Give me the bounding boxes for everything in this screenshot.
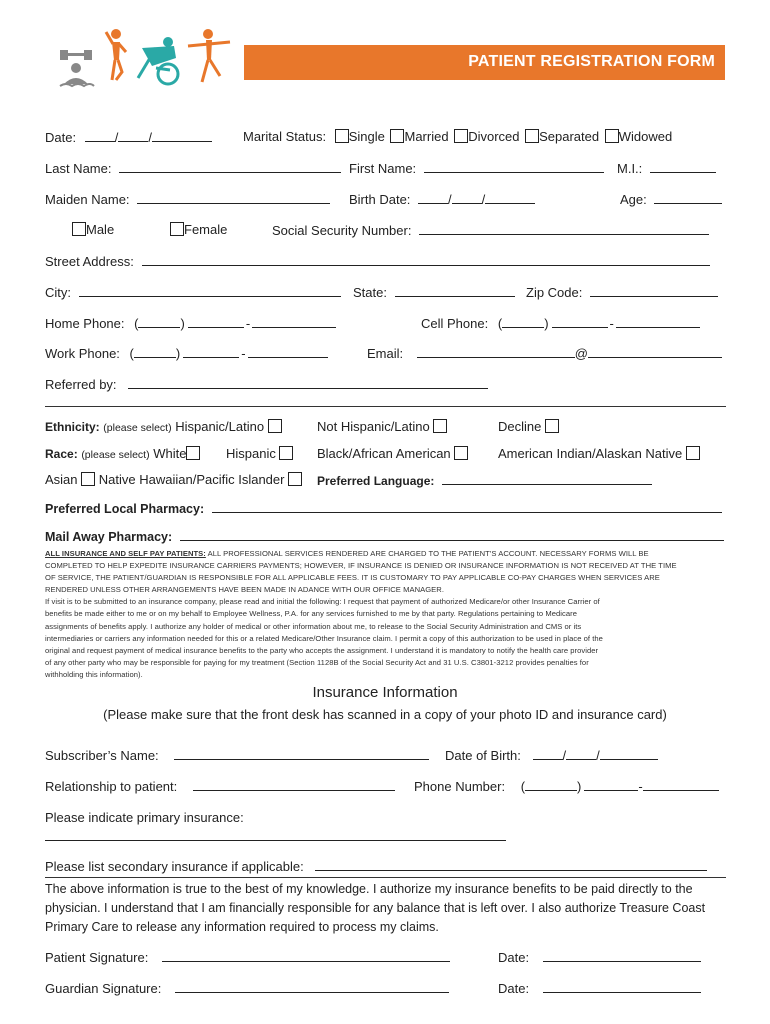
- dash: -: [638, 779, 643, 794]
- guardian-date-label: Date:: [498, 981, 530, 996]
- date-label: Date:: [45, 130, 77, 145]
- black-label: Black/African American: [317, 446, 451, 461]
- male-label: Male: [86, 222, 115, 237]
- subscriber-label: Subscriber’s Name:: [45, 748, 159, 763]
- birth-date-label: Birth Date:: [349, 192, 411, 207]
- paren-close: ): [175, 346, 181, 361]
- not-hispanic-label: Not Hispanic/Latino: [317, 419, 430, 434]
- asian-label: Asian: [45, 472, 78, 487]
- patient-signature-label: Patient Signature:: [45, 950, 149, 965]
- dob-label: Date of Birth:: [445, 748, 521, 763]
- insurance-title: Insurance Information: [312, 684, 458, 701]
- legal-line: assignments of benefits apply. I authorize any holder of medical or other information about me, to release to the Social Security Administration and CMS or its: [45, 621, 582, 631]
- relationship-field[interactable]: [193, 778, 395, 791]
- marital-label: Marital Status:: [243, 129, 327, 144]
- secondary-label: Please list secondary insurance if applicable:: [45, 859, 304, 874]
- zip-label: Zip Code:: [526, 285, 583, 300]
- guardian-signature-field[interactable]: [175, 980, 449, 993]
- divorced-checkbox[interactable]: [454, 129, 468, 143]
- language-label: Preferred Language:: [317, 474, 435, 488]
- hispanic-label: Hispanic: [226, 446, 276, 461]
- hispanic-latino-checkbox[interactable]: [268, 419, 282, 433]
- dash: -: [609, 316, 614, 331]
- american-indian-label: American Indian/Alaskan Native: [498, 446, 683, 461]
- white-checkbox[interactable]: [186, 446, 200, 460]
- home-phone-row: [45, 315, 336, 331]
- state-field[interactable]: [395, 284, 515, 297]
- mi-label: M.I.:: [617, 161, 643, 176]
- local-pharmacy-field[interactable]: [212, 500, 722, 513]
- date-slash: /: [148, 130, 152, 145]
- hispanic-option: [226, 446, 293, 461]
- legal-line: benefits be made either to me or on my behalf to Employee Wellness, P.A. for any services furnished to me by that party. Regulations pertaining to Medicare: [45, 609, 577, 619]
- date-slash: /: [114, 130, 119, 145]
- please-select: (please select): [103, 422, 172, 434]
- date-month-field[interactable]: [85, 129, 115, 142]
- please-select: (please select): [81, 449, 150, 461]
- work-line-field[interactable]: [248, 345, 328, 358]
- legal-line: intermediaries or carriers any information needed for this or a related Medicare/Other Insurance claim. I permit a copy of this authorization to be used in place of the: [45, 633, 603, 643]
- ssn-row: [272, 222, 709, 238]
- separated-checkbox[interactable]: [525, 129, 539, 143]
- paren-open: (: [129, 346, 134, 361]
- insurance-phone-row: [414, 778, 719, 794]
- dash: -: [245, 316, 251, 331]
- referred-row: [45, 376, 488, 392]
- female-checkbox[interactable]: [170, 222, 184, 236]
- local-pharmacy-row: [45, 500, 722, 516]
- married-label: Married: [404, 129, 449, 144]
- balance-icon: [188, 29, 230, 82]
- logo: [56, 28, 236, 88]
- state-label: State:: [353, 285, 387, 300]
- authorization-text: The above information is true to the best of my knowledge. I authorize my insurance benefits to be paid directly to the physician. I understand that I am financially responsible for any balance that is left over. I also authorize Treasure Coast Primary Care to release any information required to process my claims.: [45, 882, 706, 934]
- referred-field[interactable]: [128, 376, 488, 389]
- legal-line: OF SERVICE, THE PATIENT/GUARDIAN IS RESPONSIBLE FOR ALL APPLICABLE FEES. IT IS CUSTOMARY TO PAY APPLICABLE CO-PAY CHARGES WHEN SERVICES ARE: [45, 573, 660, 583]
- dob-slash: /: [596, 748, 600, 763]
- female-label: Female: [184, 222, 228, 237]
- state-row: [353, 284, 515, 300]
- dash: -: [241, 346, 246, 361]
- legal-line: ALL PROFESSIONAL SERVICES RENDERED ARE CHARGED TO THE PATIENT'S ACCOUNT. NECESSARY FORMS WILL BE: [207, 549, 649, 558]
- at-sign: @: [574, 346, 588, 361]
- legal-line: of any other party who may be responsible for paying for my treatment (Section 1128B of the Social Security Act and 31 U.S. C3801-3212 provides penalties for: [45, 657, 589, 667]
- referred-label: Referred by:: [45, 377, 117, 392]
- decline-label: Decline: [498, 419, 542, 434]
- first-name-row: [349, 160, 604, 176]
- cyclist-icon: [138, 37, 178, 84]
- birth-day-field[interactable]: [452, 191, 482, 204]
- language-field[interactable]: [442, 472, 652, 485]
- insurance-phone-label: Phone Number:: [414, 779, 506, 794]
- swimmer-icon: [60, 50, 94, 86]
- cell-line-field[interactable]: [616, 315, 700, 328]
- guardian-signature-label: Guardian Signature:: [45, 981, 162, 996]
- decline-option: [498, 419, 559, 434]
- widowed-checkbox[interactable]: [605, 129, 619, 143]
- secondary-field[interactable]: [315, 858, 707, 871]
- dob-month-field[interactable]: [533, 747, 563, 760]
- guardian-date-field[interactable]: [543, 980, 701, 993]
- relationship-label: Relationship to patient:: [45, 779, 178, 794]
- decline-checkbox[interactable]: [545, 419, 559, 433]
- male-checkbox[interactable]: [72, 222, 86, 236]
- mi-row: [617, 160, 716, 176]
- paren-close: ): [180, 316, 185, 331]
- american-indian-checkbox[interactable]: [686, 446, 700, 460]
- home-phone-label: Home Phone:: [45, 316, 125, 331]
- cell-phone-label: Cell Phone:: [421, 316, 489, 331]
- married-checkbox[interactable]: [390, 129, 404, 143]
- city-label: City:: [45, 285, 71, 300]
- widowed-label: Widowed: [618, 129, 673, 144]
- paren-close: ): [577, 779, 582, 794]
- local-pharmacy-label: Preferred Local Pharmacy:: [45, 502, 205, 516]
- insurance-subtitle: (Please make sure that the front desk has scanned in a copy of your photo ID and insurance card): [103, 707, 667, 722]
- birth-slash: /: [448, 192, 452, 207]
- mail-pharmacy-row: [45, 528, 724, 544]
- divider: [45, 877, 726, 878]
- mi-field[interactable]: [650, 160, 716, 173]
- maiden-name-row: [45, 191, 330, 207]
- dob-day-field[interactable]: [566, 747, 596, 760]
- birth-slash: /: [481, 192, 486, 207]
- age-row: [620, 191, 722, 207]
- last-name-row: [45, 160, 341, 176]
- zip-row: [526, 284, 718, 300]
- home-area-field[interactable]: [138, 315, 180, 328]
- mail-pharmacy-label: Mail Away Pharmacy:: [45, 530, 173, 544]
- email-label: Email:: [367, 346, 404, 361]
- legal-line: COMPLETED TO HELP EXPEDITE INSURANCE CARRIERS PAYMENTS; HOWEVER, IF INSURANCE IS DENIED OR INSURANCE INFORMATION IS NOT RECEIVED AT THE TIME: [45, 561, 677, 571]
- hispanic-latino-label: Hispanic/Latino: [175, 419, 265, 434]
- single-checkbox[interactable]: [335, 129, 349, 143]
- american-indian-option: [498, 446, 700, 461]
- email-row: [367, 345, 722, 361]
- age-field[interactable]: [654, 191, 722, 204]
- hawaiian-label: Native Hawaiian/Pacific Islander: [98, 472, 285, 487]
- city-row: [45, 284, 341, 300]
- legal-line: If visit is to be submitted to an insurance company, please read and initial the following: I request that payment of authorized Medicare/or other Insurance Carrier of: [45, 597, 600, 607]
- subscriber-field[interactable]: [174, 747, 429, 760]
- email-domain-field[interactable]: [588, 345, 722, 358]
- ins-line-field[interactable]: [643, 778, 719, 791]
- primary-insurance-label: Please indicate primary insurance:: [45, 810, 244, 825]
- dob-row: [445, 747, 658, 763]
- relationship-row: [45, 778, 395, 794]
- header-bar: [244, 45, 725, 80]
- subscriber-row: [45, 747, 429, 763]
- hawaiian-checkbox[interactable]: [288, 472, 302, 486]
- cell-phone-row: [421, 315, 700, 331]
- paren-open: (: [497, 316, 503, 331]
- patient-signature-row: [45, 949, 450, 965]
- patient-signature-field[interactable]: [162, 949, 450, 962]
- work-area-field[interactable]: [134, 345, 176, 358]
- guardian-signature-row: [45, 980, 449, 996]
- form-title: PATIENT REGISTRATION FORM: [468, 53, 715, 70]
- primary-insurance-field[interactable]: [45, 828, 506, 841]
- marital-status: [243, 129, 672, 144]
- legal-line: original and request payment of medical insurance benefits to the party who accepts the assignment. I understand it is mandatory to notify the health care provider: [45, 645, 599, 655]
- white-label: White: [153, 446, 187, 461]
- maiden-name-label: Maiden Name:: [45, 192, 130, 207]
- work-phone-label: Work Phone:: [45, 346, 120, 361]
- home-prefix-field[interactable]: [188, 315, 244, 328]
- gender-male: [72, 222, 114, 237]
- divider: [45, 406, 726, 407]
- first-name-field[interactable]: [424, 160, 604, 173]
- ins-prefix-field[interactable]: [584, 778, 638, 791]
- asian-row: [45, 472, 302, 487]
- paren-close: ): [544, 316, 549, 331]
- patient-date-label: Date:: [498, 950, 530, 965]
- email-user-field[interactable]: [417, 345, 575, 358]
- paren-open: (: [520, 779, 526, 794]
- last-name-field[interactable]: [119, 160, 341, 173]
- age-label: Age:: [620, 192, 647, 207]
- gender-female: [170, 222, 227, 237]
- ssn-label: Social Security Number:: [272, 223, 412, 238]
- cell-area-field[interactable]: [502, 315, 544, 328]
- birth-date-row: [349, 191, 535, 207]
- not-hispanic-option: [317, 419, 447, 434]
- ssn-field[interactable]: [419, 222, 709, 235]
- last-name-label: Last Name:: [45, 161, 112, 176]
- date-row: [45, 129, 212, 145]
- single-label: Single: [348, 129, 385, 144]
- cell-prefix-field[interactable]: [552, 315, 608, 328]
- asian-checkbox[interactable]: [81, 472, 95, 486]
- maiden-name-field[interactable]: [137, 191, 330, 204]
- home-line-field[interactable]: [252, 315, 336, 328]
- black-checkbox[interactable]: [454, 446, 468, 460]
- patient-date-field[interactable]: [543, 949, 701, 962]
- legal-heading: ALL INSURANCE AND SELF PAY PATIENTS:: [45, 549, 206, 558]
- date-day-field[interactable]: [118, 129, 148, 142]
- ins-area-field[interactable]: [525, 778, 577, 791]
- mail-pharmacy-field[interactable]: [180, 528, 724, 541]
- dob-slash: /: [562, 748, 567, 763]
- legal-text: [45, 548, 677, 681]
- secondary-row: [45, 858, 707, 874]
- dob-year-field[interactable]: [600, 747, 658, 760]
- legal-line: withholding this information).: [45, 669, 143, 679]
- work-phone-row: [45, 345, 328, 361]
- birth-month-field[interactable]: [418, 191, 448, 204]
- runner-icon: [106, 29, 126, 80]
- paren-open: (: [134, 316, 139, 331]
- divorced-label: Divorced: [468, 129, 520, 144]
- first-name-label: First Name:: [349, 161, 417, 176]
- separated-label: Separated: [539, 129, 600, 144]
- work-prefix-field[interactable]: [183, 345, 239, 358]
- guardian-date-row: [498, 980, 701, 996]
- ethnicity-label: Ethnicity:: [45, 420, 100, 434]
- ethnicity-row: [45, 419, 282, 434]
- city-field[interactable]: [79, 284, 341, 297]
- zip-field[interactable]: [590, 284, 718, 297]
- legal-line: RENDERED UNLESS OTHER ARRANGEMENTS HAVE BEEN MADE IN ADANCE WITH OUR OFFICE MANAGER.: [45, 585, 444, 595]
- language-row: [317, 472, 652, 488]
- black-option: [317, 446, 468, 461]
- hispanic-checkbox[interactable]: [279, 446, 293, 460]
- not-hispanic-checkbox[interactable]: [433, 419, 447, 433]
- street-label: Street Address:: [45, 254, 134, 269]
- street-field[interactable]: [142, 253, 710, 266]
- race-label: Race:: [45, 447, 78, 461]
- race-row: [45, 446, 200, 461]
- date-year-field[interactable]: [152, 129, 212, 142]
- patient-date-row: [498, 949, 701, 965]
- street-row: [45, 253, 710, 269]
- birth-year-field[interactable]: [485, 191, 535, 204]
